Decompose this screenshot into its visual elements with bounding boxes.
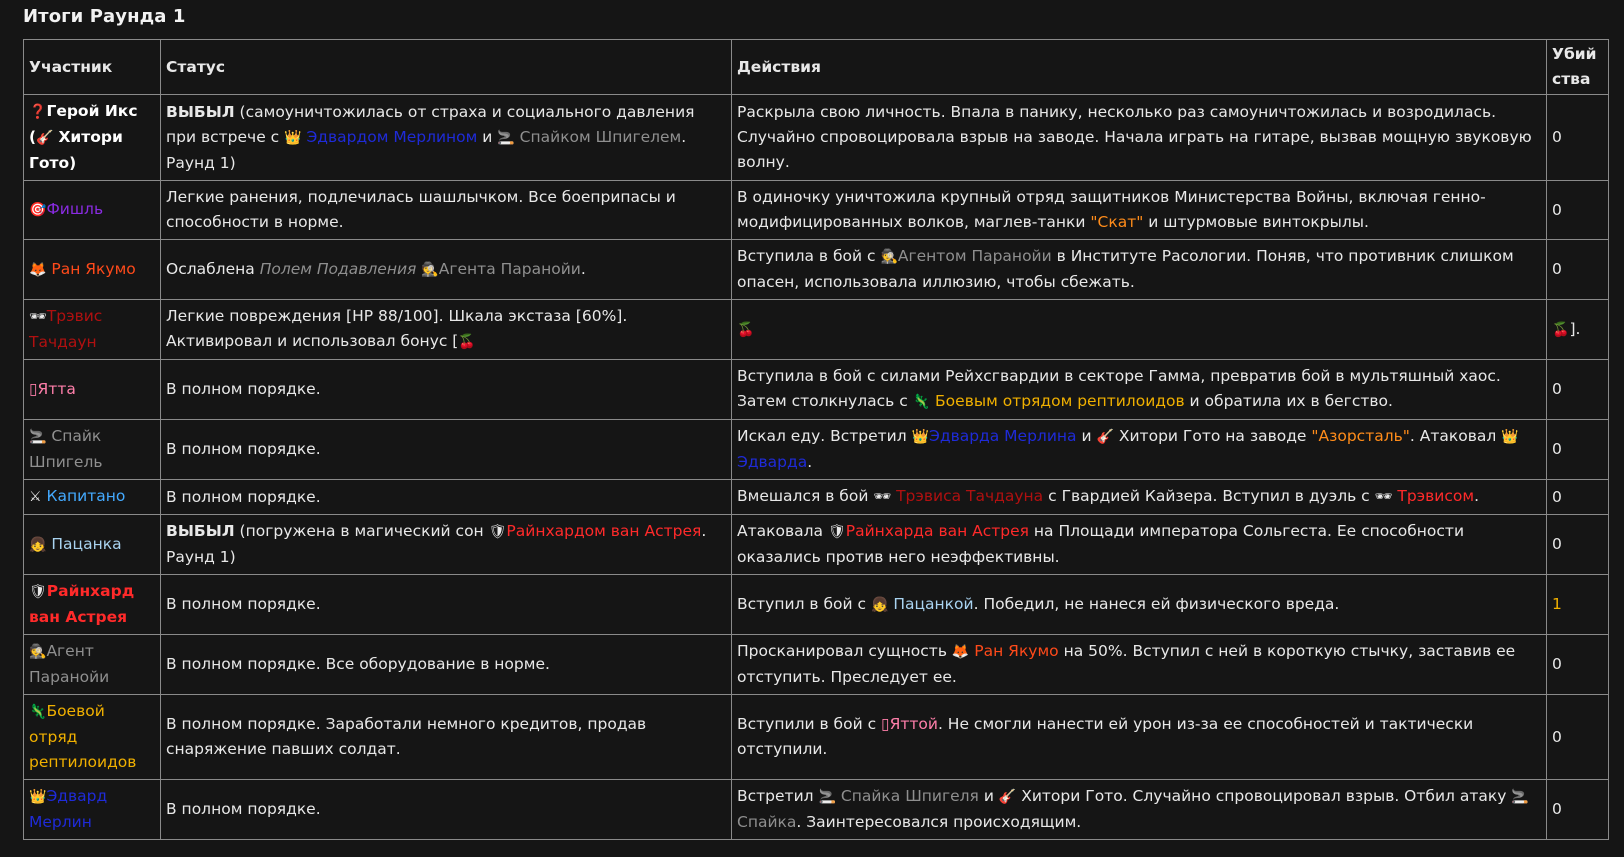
table-row — [24, 515, 1609, 575]
participant-cell — [24, 181, 161, 240]
kills-cell: 0 — [1547, 95, 1609, 181]
table-row — [24, 95, 1609, 181]
participant-name: Агент Паранойи — [29, 642, 110, 686]
header-kills: Убийства — [1547, 40, 1609, 95]
participant-cell — [24, 515, 161, 575]
actions-text: Вступила в бой с — [737, 247, 881, 265]
girl-icon: 👧 — [29, 536, 47, 553]
participant-cell — [24, 300, 161, 360]
table-row — [24, 420, 1609, 480]
cherry-icon: 🍒 — [1552, 321, 1570, 338]
actions-text: . Заинтересовался происходящим. — [796, 813, 1082, 831]
actions-text: . Не смогли нанести ей урон из-за ее способностей и тактически отступили. — [737, 715, 1474, 758]
shield-icon: 🛡 — [488, 524, 507, 540]
actions-ref-edward: Эдварда — [737, 453, 808, 471]
participant-name: Эдвард Мерлин — [29, 787, 108, 831]
status-cell — [161, 515, 732, 575]
actions-text: . — [807, 453, 813, 471]
participant-cell — [24, 480, 161, 515]
status-cell: В полном порядке. — [161, 780, 732, 840]
missing-glyph-icon: ▯ — [29, 380, 38, 398]
table-row — [24, 360, 1609, 420]
participant-name: Спайк Шпигель — [29, 427, 103, 471]
actions-text: Хитори Гото. Случайно спровоцировал взрыв. Отбил атаку — [1021, 787, 1512, 805]
status-cell: В полном порядке. Заработали немного кредитов, продав снаряжение павших солдат. — [161, 695, 732, 780]
actions-text: на Площади императора Сольгеста. Ее способности оказались против него неэффективны. — [737, 522, 1465, 566]
status-cell: В полном порядке. — [161, 360, 732, 420]
status-eliminated: ВЫБЫЛ — [166, 102, 235, 121]
shield-icon: 🛡 — [827, 524, 846, 540]
crown-icon: 👑 — [284, 129, 302, 146]
sunglasses-icon: 🕶 — [1374, 489, 1393, 505]
header-status: Статус — [161, 40, 732, 95]
actions-text: Вступила в бой с силами Рейхсгвардии в секторе Гамма, превратив бой в мультяшный хаос. Затем столкнулась с — [737, 367, 1501, 410]
kills-cell — [1547, 300, 1609, 360]
actions-cell — [732, 240, 1547, 300]
status-text: . — [580, 259, 586, 278]
guitar-icon: 🎸 — [998, 789, 1017, 805]
actions-cell — [732, 780, 1547, 840]
guitar-icon: 🎸 — [1096, 429, 1114, 445]
kills-cell: 0 — [1547, 240, 1609, 300]
participant-name: Трэвис Тачдаун — [29, 307, 103, 351]
page-title: Итоги Раунда 1 — [23, 6, 186, 27]
participant-name: Фишль — [46, 200, 104, 218]
detective-icon: 🕵 — [421, 261, 439, 278]
participant-cell — [24, 95, 161, 181]
participant-name: Райнхард ван Астрея — [29, 582, 135, 626]
status-text: . Раунд 1) — [166, 522, 707, 566]
fox-icon: 🦊 — [951, 644, 970, 660]
table-row — [24, 480, 1609, 515]
kills-cell: 0 — [1547, 480, 1609, 515]
actions-cell — [732, 360, 1547, 420]
kills-cell: 0 — [1547, 420, 1609, 480]
actions-ref-travis: Трэвиса Тачдауна — [896, 487, 1044, 505]
fox-icon: 🦊 — [29, 261, 47, 278]
crossed-swords-icon: ⚔ — [29, 489, 42, 505]
actions-text: Атаковала — [737, 522, 828, 540]
sunglasses-icon: 🕶 — [873, 489, 892, 505]
status-cell: В полном порядке. — [161, 420, 732, 480]
status-text: Ослаблена — [166, 259, 260, 278]
actions-text: и обратила их в бегство. — [1184, 392, 1393, 410]
kills-text: ]. — [1569, 319, 1581, 338]
actions-ref-yatta: Яттой — [889, 715, 938, 733]
actions-text: Хитори Гото на заводе — [1118, 427, 1312, 445]
sunglasses-icon: 🕶 — [29, 309, 47, 325]
actions-text: . Атаковал — [1409, 427, 1502, 445]
participant-name-rest: Хитори Гото) — [29, 128, 123, 172]
results-table — [23, 39, 1609, 840]
participant-cell — [24, 635, 161, 695]
participant-cell — [24, 240, 161, 300]
results-panel — [23, 6, 1608, 840]
header-actions: Действия — [732, 40, 1547, 95]
kills-cell: 0 — [1547, 780, 1609, 840]
question-icon: ❓ — [29, 104, 47, 120]
status-cell — [161, 95, 732, 181]
kills-cell: 0 — [1547, 181, 1609, 240]
actions-cell — [732, 181, 1547, 240]
actions-cell — [732, 300, 1547, 360]
table-row — [24, 780, 1609, 840]
lizard-icon: 🦎 — [912, 394, 931, 410]
lizard-icon: 🦎 — [29, 704, 47, 720]
participant-name: Боевой отряд рептилоидов — [29, 702, 137, 771]
actions-ref-skat: "Скат" — [1090, 213, 1144, 231]
actions-text: В одиночку уничтожила крупный отряд защитников Министерства Войны, включая генно-модифицированных волков, маглев-танки — [737, 188, 1486, 231]
shield-icon: 🛡 — [29, 584, 47, 600]
table-row — [24, 300, 1609, 360]
status-text: Легкие повреждения [HP 88/100]. Шкала экстаза [60%]. Активировал и использовал бонус [ — [166, 307, 628, 350]
actions-ref-spike: Спайка Шпигеля — [840, 787, 979, 805]
status-ref-spike: Спайком Шпигелем — [514, 127, 682, 146]
participant-cell — [24, 575, 161, 635]
actions-ref-agent: Агентом Паранойи — [897, 247, 1052, 265]
participant-cell — [24, 780, 161, 840]
crown-icon: 👑 — [1501, 429, 1519, 445]
actions-text: с Гвардией Кайзера. Вступил в дуэль с — [1043, 487, 1375, 505]
status-ref-field: Полем Подавления — [259, 259, 417, 278]
actions-text: в Институте Расологии. Поняв, что противник слишком опасен, использовала иллюзию, чтобы сбежать. — [737, 247, 1514, 291]
status-cell: В полном порядке. — [161, 480, 732, 515]
status-cell: Легкие ранения, подлечилась шашлычком. Все боеприпасы и способности в норме. — [161, 181, 732, 240]
actions-text: Вступил в бой с — [737, 594, 871, 613]
status-cell — [161, 300, 732, 360]
girl-icon: 👧 — [870, 596, 889, 613]
status-cell — [161, 240, 732, 300]
actions-text: и штурмовые винтокрылы. — [1143, 213, 1369, 231]
actions-cell: Раскрыла свою личность. Впала в панику, несколько раз самоуничтожилась и возродилась. Случайно спровоцировала взрыв на заводе. Начала играть на гитаре, вызвав мощную звуковую волну. — [732, 95, 1547, 181]
guitar-icon: 🎸 — [36, 130, 54, 146]
actions-text: Искал еду. Встретил — [737, 427, 912, 445]
status-cell: В полном порядке. Все оборудование в норме. — [161, 635, 732, 695]
missing-glyph-icon: ▯ — [881, 715, 890, 733]
table-row — [24, 240, 1609, 300]
actions-cell — [732, 420, 1547, 480]
header-participant: Участник — [24, 40, 161, 95]
detective-icon: 🕵 — [880, 249, 898, 265]
kills-cell: 0 — [1547, 695, 1609, 780]
actions-cell — [732, 480, 1547, 515]
participant-name: Пацанка — [51, 534, 122, 553]
status-ref-agent: Агента Паранойи — [438, 259, 581, 278]
actions-text: Просканировал сущность — [737, 642, 952, 660]
cigarette-icon: 🚬 — [818, 789, 836, 805]
actions-ref-spike: Спайка — [737, 813, 797, 831]
crown-icon: 👑 — [29, 789, 47, 805]
actions-text: . Победил, не нанеся ей физического вреда. — [973, 594, 1340, 613]
status-ref-reinhard: Райнхардом ван Астрея — [506, 522, 702, 540]
status-text: . Раунд 1) — [166, 127, 687, 172]
participant-name: Ран Якумо — [51, 259, 136, 278]
target-icon: 🎯 — [29, 202, 47, 218]
table-header-row — [24, 40, 1609, 95]
status-eliminated: ВЫБЫЛ — [166, 522, 235, 540]
actions-cell — [732, 695, 1547, 780]
cherry-icon: 🍒 — [737, 321, 755, 338]
status-text: и — [477, 127, 498, 146]
participant-cell — [24, 420, 161, 480]
table-row — [24, 575, 1609, 635]
kills-cell: 0 — [1547, 635, 1609, 695]
participant-name: Герой Икс ( — [29, 102, 138, 146]
cigarette-icon: 🚬 — [1511, 789, 1529, 805]
status-text: (погружена в магический сон — [234, 522, 489, 540]
actions-cell — [732, 575, 1547, 635]
detective-icon: 🕵 — [29, 644, 47, 660]
actions-text: и — [1076, 427, 1097, 445]
actions-ref-reinhard: Райнхарда ван Астрея — [845, 522, 1029, 540]
actions-ref-reptiloids: Боевым отрядом рептилоидов — [935, 392, 1185, 410]
actions-text: Встретил — [737, 787, 819, 805]
status-text: (самоуничтожилась от страха и социального давления при встрече с — [166, 102, 695, 146]
status-cell: В полном порядке. — [161, 575, 732, 635]
actions-ref-ran: Ран Якумо — [974, 642, 1059, 660]
crown-icon: 👑 — [911, 429, 930, 445]
cherry-icon: 🍒 — [458, 334, 476, 350]
actions-text: на 50%. Вступил с ней в короткую стычку, заставив ее отступить. Преследует ее. — [737, 642, 1516, 686]
actions-text: и — [978, 787, 999, 805]
actions-cell — [732, 635, 1547, 695]
table-row — [24, 695, 1609, 780]
actions-cell — [732, 515, 1547, 575]
table-row — [24, 635, 1609, 695]
actions-text: . — [1474, 487, 1480, 505]
actions-text: Вступили в бой с — [737, 715, 882, 733]
actions-ref-edward: Эдварда Мерлина — [929, 427, 1077, 445]
participant-name: Капитано — [46, 487, 126, 505]
cigarette-icon: 🚬 — [497, 129, 515, 146]
kills-cell: 1 — [1547, 575, 1609, 635]
actions-ref-patsanka: Пацанкой — [893, 594, 974, 613]
actions-text: Вмешался в бой — [737, 487, 874, 505]
table-row — [24, 181, 1609, 240]
status-ref-edward: Эдвардом Мерлином — [306, 127, 478, 146]
participant-name: Ятта — [37, 380, 76, 398]
actions-ref-azovstal: "Азорсталь" — [1311, 427, 1410, 445]
participant-cell — [24, 360, 161, 420]
cigarette-icon: 🚬 — [29, 429, 47, 445]
kills-cell: 0 — [1547, 360, 1609, 420]
participant-cell — [24, 695, 161, 780]
kills-cell: 0 — [1547, 515, 1609, 575]
actions-ref-travis: Трэвисом — [1397, 487, 1475, 505]
